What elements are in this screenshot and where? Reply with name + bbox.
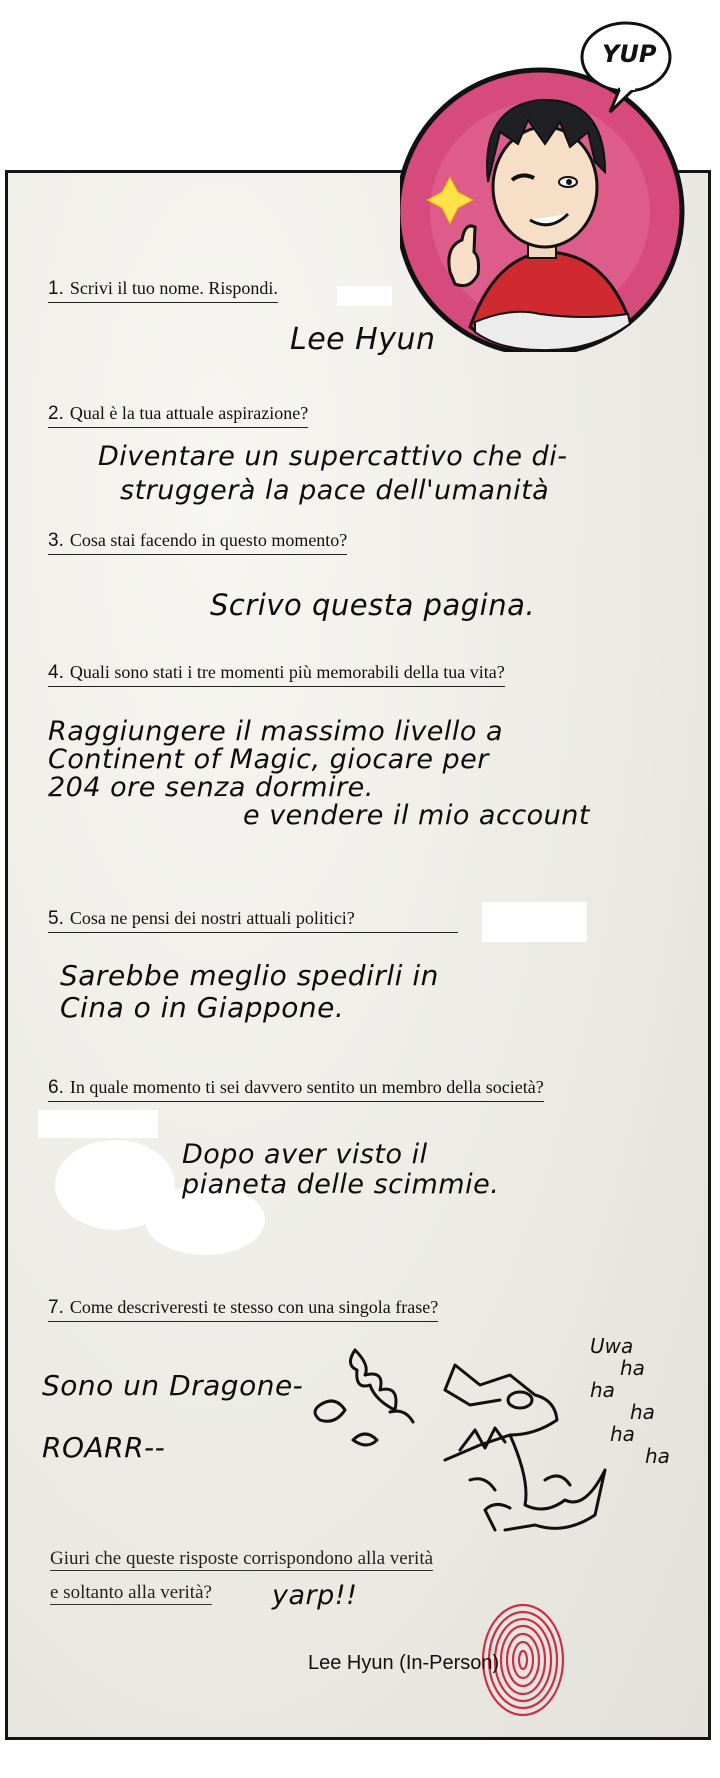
- question-number: 6.: [48, 1077, 64, 1098]
- answer-line: Cina o in Giappone.: [60, 991, 345, 1024]
- bubble-text: YUP: [602, 40, 657, 68]
- answer-line: 204 ore senza dormire.: [48, 772, 374, 803]
- answer-4: [48, 718, 590, 830]
- laugh-word: ha: [610, 1422, 635, 1446]
- question-text: Cosa ne pensi dei nostri attuali politici?: [69, 908, 355, 928]
- answer-line: Sono un Dragone-: [42, 1369, 304, 1402]
- laugh-word: ha: [630, 1400, 655, 1424]
- answer-line: Diventare un supercattivo che di-: [98, 441, 568, 472]
- answer-line: Continent of Magic, giocare per: [48, 744, 489, 775]
- answer-7: [42, 1355, 303, 1479]
- question-text: Come descriveresti te stesso con una singola frase?: [69, 1297, 439, 1317]
- question-number: 4.: [48, 662, 64, 683]
- question-number: 3.: [48, 530, 64, 551]
- white-patch: [337, 286, 392, 306]
- question-text: Scrivi il tuo nome. Rispondi.: [69, 278, 278, 298]
- signature: Lee Hyun (In-Person): [308, 1652, 500, 1674]
- white-patch: [38, 1110, 158, 1138]
- oath-line-2: e soltanto alla verità?: [50, 1582, 212, 1603]
- answer-line: Raggiungere il massimo livello a: [48, 716, 504, 747]
- laugh-word: ha: [590, 1378, 615, 1402]
- dragon-laugh: [590, 1335, 670, 1467]
- white-patch: [482, 902, 587, 942]
- answer-1: [290, 322, 436, 357]
- question-1: [48, 278, 278, 303]
- answer-6: [182, 1140, 499, 1200]
- answer-line: e vendere il mio account: [243, 800, 590, 831]
- answer-5: [60, 960, 439, 1024]
- question-6: [48, 1077, 544, 1102]
- answer-line: ROARR--: [42, 1431, 166, 1464]
- answer-line: Lee Hyun: [290, 322, 436, 357]
- question-text: Quali sono stati i tre momenti più memorabili della tua vita?: [69, 662, 505, 682]
- question-number: 1.: [48, 278, 64, 299]
- question-text: Cosa stai facendo in questo momento?: [69, 530, 348, 550]
- question-7: [48, 1297, 438, 1322]
- laugh-word: ha: [645, 1444, 670, 1468]
- question-number: 5.: [48, 908, 64, 929]
- speech-bubble: [580, 20, 672, 95]
- question-text: Qual è la tua attuale aspirazione?: [69, 403, 309, 423]
- answer-line: Scrivo questa pagina.: [210, 588, 536, 622]
- answer-3: [210, 588, 535, 622]
- answer-line: Sarebbe meglio spedirli in: [60, 959, 439, 992]
- question-3: [48, 530, 347, 555]
- question-number: 2.: [48, 403, 64, 424]
- answer-line: struggerà la pace dell'umanità: [120, 475, 550, 506]
- laugh-word: Uwa: [590, 1334, 634, 1358]
- laugh-word: ha: [620, 1356, 645, 1380]
- question-4: [48, 662, 505, 687]
- oath-line-1: Giuri che queste risposte corrispondono alla verità: [50, 1548, 434, 1569]
- answer-line: Dopo aver visto il: [182, 1139, 428, 1170]
- answer-2: [98, 440, 567, 508]
- question-number: 7.: [48, 1297, 64, 1318]
- question-text: In quale momento ti sei davvero sentito un membro della società?: [69, 1077, 544, 1097]
- answer-line: pianeta delle scimmie.: [182, 1169, 500, 1200]
- question-5: [48, 908, 458, 933]
- question-2: [48, 403, 308, 428]
- oath-answer: yarp!!: [272, 1580, 358, 1611]
